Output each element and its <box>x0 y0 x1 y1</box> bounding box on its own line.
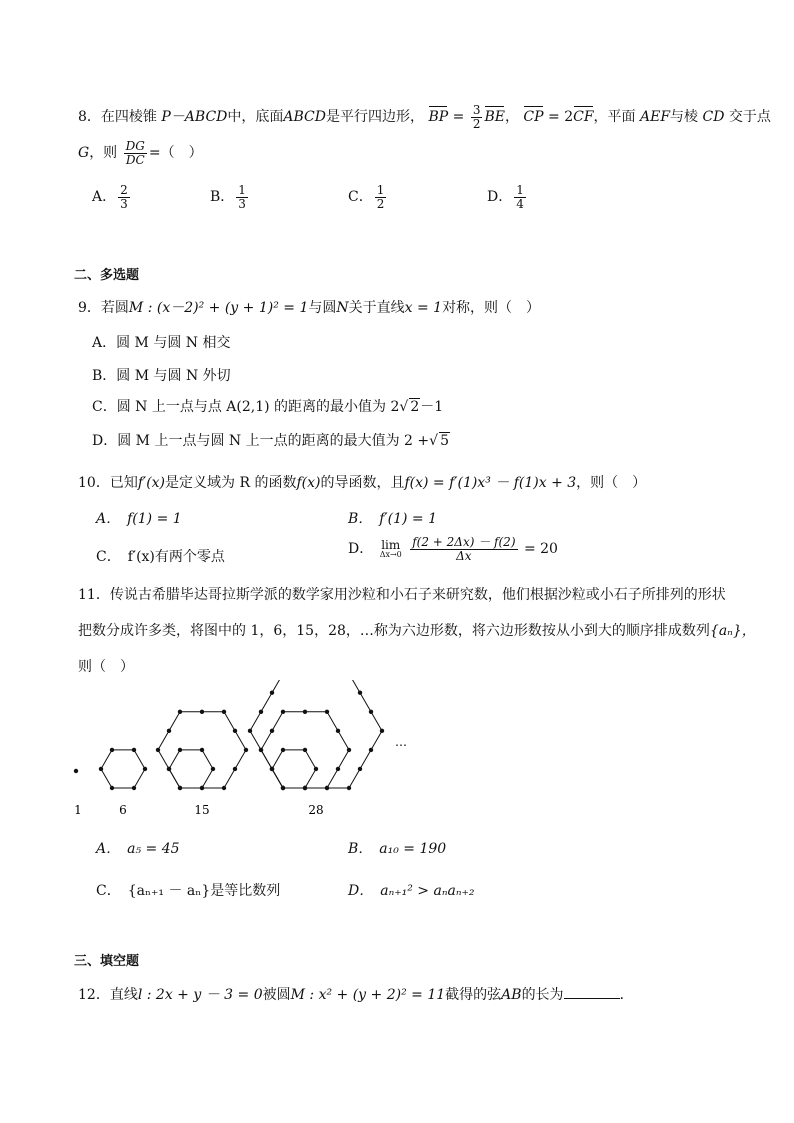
q11-option-a[interactable]: A． a₅ = 45 <box>96 841 180 857</box>
stone-dot <box>233 767 237 771</box>
q8-option-c[interactable] <box>348 184 388 210</box>
q8-option-a[interactable] <box>92 184 132 210</box>
q10-math: f(x) = f′(1)x³ － f(1)x + 3 <box>404 475 577 491</box>
stone-dot <box>336 767 340 771</box>
stone-dot <box>248 729 252 733</box>
q9-math: M : (x－2)² + (y + 1)² = 1 <box>128 300 309 316</box>
q8-math: P－ABCD <box>161 109 228 126</box>
section-heading-fill-in: 三、填空题 <box>74 954 140 969</box>
stone-dot <box>99 767 103 771</box>
sqrt-sign: √ <box>429 433 439 449</box>
stone-dot <box>132 748 136 752</box>
q8-text: 在四棱锥 <box>100 109 157 126</box>
option-label: A． <box>92 189 117 206</box>
q9-d-text: D．圆 M 上一点与圆 N 上一点的距离的最大值为 2 + <box>92 433 430 449</box>
option-fraction: $\frac{1}{4}$ <box>516 183 524 211</box>
q11-line2 <box>78 620 756 640</box>
q12-math: l : 2x + y － 3 = 0 <box>137 987 263 1003</box>
q9-text: 与圆 <box>308 300 337 316</box>
q10-text: ，则（ ） <box>576 475 647 491</box>
q11-option-b[interactable]: B． a₁₀ = 190 <box>348 841 447 857</box>
q9-c-text: －1 <box>420 399 444 415</box>
hexagon-outline <box>101 750 145 788</box>
figure-ellipsis: … <box>395 735 407 749</box>
q10-option-b[interactable]: B． f′(1) = 1 <box>348 511 438 527</box>
q8-vector-cf: CF <box>573 109 594 126</box>
stone-dot <box>200 710 204 714</box>
stone-dot <box>222 786 226 790</box>
q11-math: {aₙ}， <box>709 623 756 639</box>
stone-dot <box>244 748 248 752</box>
q9-math: x = 1 <box>404 300 443 316</box>
limit-notation <box>380 539 402 560</box>
stone-dot <box>281 786 285 790</box>
option-label: C． <box>348 189 373 206</box>
q8-math: CD <box>702 109 725 126</box>
q8-text: 中，底面 <box>227 109 284 126</box>
stone-dot <box>211 767 215 771</box>
stone-dot <box>178 748 182 752</box>
option-label: D． <box>348 541 374 558</box>
stone-dot <box>325 710 329 714</box>
option-label: B． <box>210 189 235 206</box>
stone-dot <box>233 729 237 733</box>
q10-option-c[interactable]: C． f′(x)有两个零点 <box>96 549 225 565</box>
stone-dot <box>358 691 362 695</box>
q10-stem <box>78 472 646 492</box>
q8-comma: ， <box>504 109 519 126</box>
stone-dot <box>178 786 182 790</box>
q8-vector-be: BE <box>484 109 505 126</box>
q11-line1: 11．传说古希腊毕达哥拉斯学派的数学家用沙粒和小石子来研究数，他们根据沙粒或小石子所排列的形状 <box>78 587 726 603</box>
stone-dot <box>358 767 362 771</box>
q10-option-a[interactable]: A． f(1) = 1 <box>96 511 182 527</box>
q10-d-value: = 20 <box>523 541 558 558</box>
section-heading-multiple-choice: 二、多选题 <box>74 268 140 283</box>
stone-dot <box>74 769 78 773</box>
q8-fraction: $\frac{3}{2}$ <box>472 103 481 131</box>
stone-dot <box>200 748 204 752</box>
stone-dot <box>110 748 114 752</box>
stone-dot <box>132 786 136 790</box>
q9-option-a[interactable]: A．圆 M 与圆 N 相交 <box>92 335 231 351</box>
q10-text: 是定义域为 R 的函数 <box>165 475 297 491</box>
figure-label-28: 28 <box>308 803 324 817</box>
stone-dot <box>200 786 204 790</box>
option-fraction: $\frac{1}{2}$ <box>376 183 385 211</box>
q11-option-c[interactable]: C． {aₙ₊₁ － aₙ}是等比数列 <box>96 883 281 899</box>
option-label: D． <box>487 189 513 206</box>
q9-option-d[interactable] <box>92 430 450 450</box>
stone-dot <box>369 748 373 752</box>
stone-dot <box>380 729 384 733</box>
q8-text: ，平面 <box>593 109 636 126</box>
stone-dot <box>156 748 160 752</box>
answer-blank[interactable] <box>564 986 620 999</box>
hexagonal-numbers-figure <box>60 680 420 820</box>
hexagon-dots <box>74 680 384 790</box>
sqrt-radicand: 2 <box>410 399 420 415</box>
q10-d-fraction: $\frac{f(2 + 2\Delta x) - f(2)}{\Delta x}$ <box>412 535 516 563</box>
q8-math: AEF <box>640 109 671 126</box>
hexagon-outline <box>272 750 316 788</box>
stone-dot <box>143 767 147 771</box>
q11-option-d[interactable]: D． aₙ₊₁² > aₙaₙ₊₂ <box>348 883 475 899</box>
stone-dot <box>303 748 307 752</box>
q9-text: 关于直线 <box>348 300 405 316</box>
q8-text: 是平行四边形， <box>326 109 424 126</box>
figure-label-15: 15 <box>194 803 210 817</box>
stone-dot <box>314 767 318 771</box>
q10-text: 的导函数，且 <box>320 475 405 491</box>
lim-sub: Δx→0 <box>379 550 402 560</box>
q9-option-b[interactable]: B．圆 M 与圆 N 外切 <box>92 368 231 384</box>
q8-options <box>92 184 652 224</box>
lim-text: lim <box>381 537 401 552</box>
q8-math: G <box>78 145 90 162</box>
stone-dot <box>281 710 285 714</box>
q8-math: ABCD <box>283 109 326 126</box>
q12-text: 的长为 <box>521 987 564 1003</box>
stone-dot <box>222 710 226 714</box>
stone-dot <box>347 786 351 790</box>
q9-option-c[interactable] <box>92 396 443 416</box>
q11-text: 把数分成许多类，将图中的 1，6，15，28，…称为六边形数，将六边形数按从小到大的顺序排成数列 <box>78 623 710 639</box>
q10-option-d[interactable] <box>348 536 558 562</box>
q8-number: 8． <box>78 109 101 126</box>
q12-stem <box>78 984 634 1004</box>
stone-dot <box>369 710 373 714</box>
stone-dot <box>303 786 307 790</box>
q9-stem <box>78 297 540 317</box>
q8-line1 <box>78 104 771 130</box>
q8-vector-cp: CP <box>523 109 544 126</box>
q9-math: N <box>336 300 349 316</box>
q12-math: AB <box>501 987 522 1003</box>
q10-math: f(x) <box>296 475 321 491</box>
q8-text: 交于点 <box>728 109 771 126</box>
q12-text: 12．直线 <box>78 987 138 1003</box>
stone-dot <box>347 748 351 752</box>
q8-vector-bp: BP <box>428 109 449 126</box>
stone-dot <box>167 767 171 771</box>
sqrt-sign: √ <box>399 399 409 415</box>
stone-dot <box>303 710 307 714</box>
stone-dot <box>259 710 263 714</box>
q10-text: 10．已知 <box>78 475 138 491</box>
q9-text: 9．若圆 <box>78 300 129 316</box>
stone-dot <box>270 729 274 733</box>
q10-math: f′(x) <box>137 475 166 491</box>
stone-dot <box>281 748 285 752</box>
figure-label-1: 1 <box>74 803 82 817</box>
q8-text: 与棱 <box>670 109 699 126</box>
stone-dot <box>167 729 171 733</box>
stone-dot <box>270 691 274 695</box>
q8-option-b[interactable] <box>210 184 250 210</box>
stone-dot <box>259 748 263 752</box>
q8-text: ，则 <box>89 145 118 162</box>
stone-dot <box>178 710 182 714</box>
stone-dot <box>110 786 114 790</box>
figure-label-6: 6 <box>119 803 127 817</box>
hexagon-outline <box>169 750 213 788</box>
q12-math: M : x² + (y + 2)² = 11 <box>290 987 446 1003</box>
q8-eq: = 2 <box>548 109 574 126</box>
q11-line3: 则（ ） <box>78 659 134 675</box>
q8-line2 <box>78 140 203 166</box>
option-fraction: $\frac{1}{3}$ <box>238 183 246 211</box>
stone-dot <box>270 767 274 771</box>
q8-eq: = <box>452 109 465 126</box>
sqrt-radicand: 5 <box>440 433 449 449</box>
q12-text: 被圆 <box>262 987 291 1003</box>
q8-option-d[interactable] <box>487 184 528 210</box>
q9-c-text: C．圆 N 上一点与点 A(2,1) 的距离的最小值为 2 <box>92 399 400 415</box>
option-fraction: $\frac{2}{3}$ <box>120 183 128 211</box>
q8-dg-dc-fraction: $\frac{DG}{DC}$ <box>125 139 145 167</box>
stone-dot <box>336 729 340 733</box>
q8-text: =（ ） <box>148 145 203 162</box>
q12-text: 截得的弦 <box>445 987 502 1003</box>
q9-text: 对称，则（ ） <box>442 300 541 316</box>
stone-dot <box>325 786 329 790</box>
q12-text: ． <box>619 987 634 1003</box>
